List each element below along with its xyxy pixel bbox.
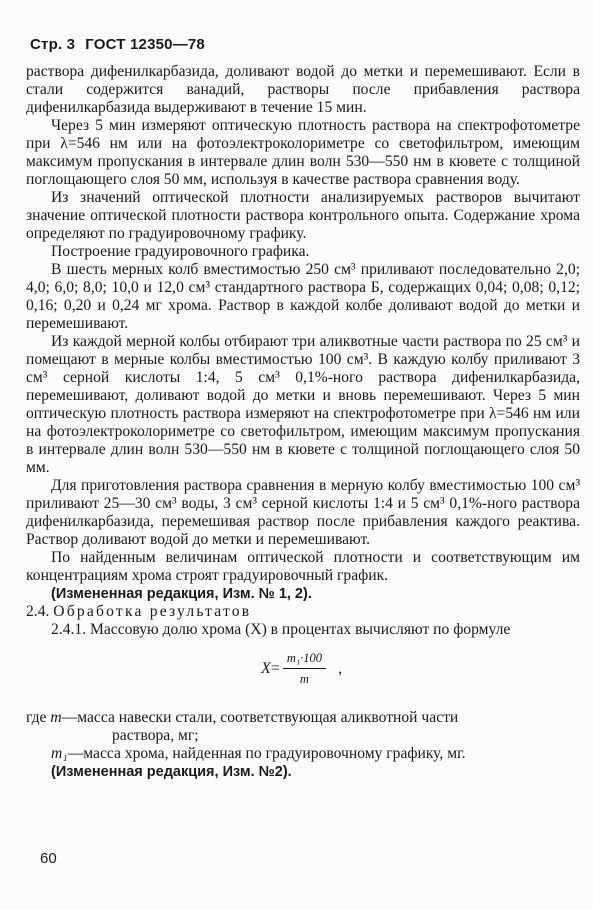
definition-m-continued: раствора, мг; [112,727,199,744]
definition-symbol: m [50,709,62,726]
amendment-note: (Измененная редакция, Изм. № 1, 2). [51,586,312,602]
formula-comma: , [338,659,343,677]
paragraph: Из каждой мерной колбы отбирают три аликвотные части раствора по 25 см³ и помещают в мерные колбы вместимостью 100 см³. В каждую колбу приливают 3 см³ серной кислоты 1:4, 5 см³ 0,1%-ного раствора дифенилкарбазида, перемешивают, доливают водой до метки и вновь перемешивают. Через 5 мин оптическую плотность раствора измеряют на спектрофотометре при λ=546 нм или на фотоэлектроколориметре со светофильтром, имеющим максимум пропускания в интервале длин волн 530—550 нм в кювете с толщиной поглощающего слоя 50 мм. [26,333,580,476]
section-title: Обработка результатов [53,603,252,620]
definition-text: —масса хрома, найденная по градуировочному графику, мг. [67,745,466,762]
paragraph-heading: Построение градуировочного графика. [51,243,310,260]
formula-fraction [283,649,326,688]
definition-m1 [26,745,580,763]
subsection-text: 2.4.1. Массовую долю хрома (X) в процентах вычисляют по формуле [51,621,511,638]
formula-equals: = [270,659,280,677]
section-heading [26,603,580,621]
page-header [30,36,580,53]
page-number: 60 [40,850,57,867]
formula-numerator: m₁·100 [283,649,326,669]
paragraph: Для приготовления раствора сравнения в мерную колбу вместимостью 100 см³ приливают 25—30 см³ воды, 3 см³ серной кислоты 1:4 и 5 см³ 0,1%-ного раствора дифенилкарбазида, перемешивая раствор после прибавления каждого реактива. Раствор доливают водой до метки и перемешивают. [26,477,580,548]
paragraph: Через 5 мин измеряют оптическую плотность раствора на спектрофотометре при λ=546 нм или на фотоэлектроколориметре со светофильтром, имеющим максимум пропускания в интервале длин волн 530—550 нм в кювете с толщиной поглощающего слоя 50 мм, используя в качестве раствора сравнения воду. [26,117,580,188]
document-page [26,36,580,781]
formula-lhs: X [261,659,271,677]
formula-denominator: m [299,672,309,686]
page-label: Стр. 3 [30,36,76,53]
amendment-note: (Измененная редакция, Изм. №2). [51,764,292,780]
body-text [26,63,580,781]
paragraph: раствора дифенилкарбазида, доливают водой до метки и перемешивают. Если в стали содержится ванадий, растворы после прибавления раствора дифенилкарбазида выдерживают в течение 15 мин. [26,63,580,116]
section-number: 2.4. [26,603,50,620]
definition-text: —масса навески стали, соответствующая аликвотной части [61,709,459,726]
standard-code: ГОСТ 12350—78 [85,36,205,53]
formula [261,649,342,688]
definition-symbol: m₁ [51,745,68,762]
definition-m [26,709,580,727]
definition-where: где [26,709,47,726]
paragraph: По найденным величинам оптической плотности и соответствующим им концентрациям хрома строят градуировочный график. [26,549,580,584]
paragraph: Из значений оптической плотности анализируемых растворов вычитают значение оптической плотности раствора контрольного опыта. Содержание хрома определяют по градуировочному графику. [26,189,580,242]
paragraph: В шесть мерных колб вместимостью 250 см³ приливают последовательно 2,0; 4,0; 6,0; 8,0; 10,0 и 12,0 см³ стандартного раствора Б, содержащих 0,04; 0,08; 0,12; 0,16; 0,20 и 0,24 мг хрома. Раствор в каждой колбе доливают водой до метки и перемешивают. [26,261,580,332]
formula-block [26,645,580,699]
